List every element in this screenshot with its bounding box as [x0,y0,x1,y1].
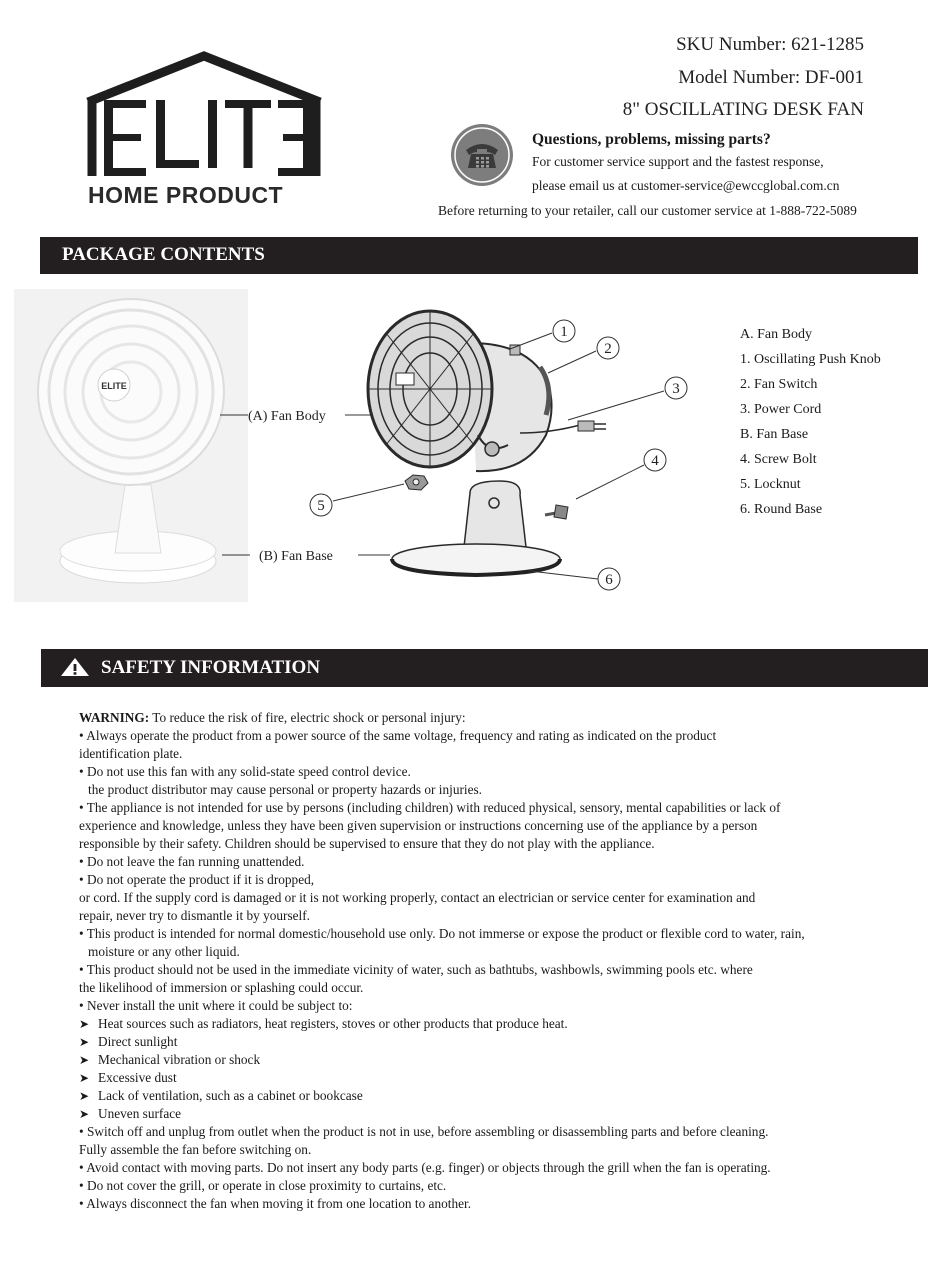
legend-item: 4. Screw Bolt [740,452,817,467]
callout-1: 1 [560,324,568,340]
package-contents-banner [40,237,918,274]
warning-label: WARNING: [79,710,150,725]
arrow-bullet-icon: ➤ [79,1017,90,1031]
warning-text: To reduce the risk of fire, electric shock or personal injury: [149,710,466,725]
svg-text:ELITE: ELITE [101,381,127,391]
safety-line: • This product should not be used in the immediate vicinity of water, such as bathtubs, washbowls, swimming pools etc. where [79,962,753,977]
safety-line: the product distributor may cause personal or property hazards or injuries. [88,782,482,797]
safety-line: • Always operate the product from a power source of the same voltage, frequency and rating as indicated on the product [79,728,717,743]
safety-line: the likelihood of immersion or splashing could occur. [79,980,364,995]
legend-item: 1. Oscillating Push Knob [740,352,881,367]
label-fan-base: (B) Fan Base [259,549,333,564]
subject-to-text: Direct sunlight [98,1034,178,1049]
legend-item: B. Fan Base [740,427,809,442]
safety-line: Fully assemble the fan before switching on. [79,1142,312,1157]
safety-line: • Avoid contact with moving parts. Do not insert any body parts (e.g. finger) or objects through the grill when the fan is operating. [79,1160,771,1175]
arrow-bullet-icon: ➤ [79,1089,90,1103]
return-note: Before returning to your retailer, call our customer service at 1-888-722-5089 [438,203,857,218]
arrow-bullet-icon: ➤ [79,1107,90,1121]
support-line-1: For customer service support and the fastest response, [532,154,824,169]
arrow-bullet-icon: ➤ [79,1071,90,1085]
safety-line: • Do not cover the grill, or operate in close proximity to curtains, etc. [79,1178,447,1193]
safety-line: repair, never try to dismantle it by yourself. [79,908,310,923]
support-line-2: please email us at customer-service@ewccglobal.com.cn [532,178,840,193]
brand-logo [84,50,324,215]
subject-to-item [79,1069,899,1087]
subject-to-item [79,1087,899,1105]
phone-icon [451,124,513,186]
safety-line: • Never install the unit where it could be subject to: [79,998,353,1013]
callout-4: 4 [651,453,659,469]
safety-line: responsible by their safety. Children should be supervised to ensure that they do not play with the appliance. [79,836,655,851]
safety-line: • The appliance is not intended for use by persons (including children) with reduced physical, sensory, mental capabilities or lack of [79,800,781,815]
arrow-bullet-icon: ➤ [79,1053,90,1067]
product-title: 8" OSCILLATING DESK FAN [622,99,864,120]
safety-line: or cord. If the supply cord is damaged or it is not working properly, contact an electrician or service center for examination and [79,890,756,905]
safety-line: experience and knowledge, unless they have been given supervision or instructions concerning use of the appliance by a person [79,818,758,833]
safety-information-title: SAFETY INFORMATION [101,657,321,678]
warning-line [79,709,899,727]
subject-to-item [79,1105,899,1123]
callout-5: 5 [317,498,325,514]
fan-line-drawing [368,311,606,575]
safety-line: • Switch off and unplug from outlet when the product is not in use, before assembling or disassembling parts and before cleaning. [79,1124,769,1139]
callout-2: 2 [604,341,612,357]
arrow-bullet-icon: ➤ [79,1035,90,1049]
subject-to-item [79,1015,899,1033]
package-contents-title: PACKAGE CONTENTS [62,244,265,265]
legend-item: A. Fan Body [740,327,812,342]
safety-line: • Do not leave the fan running unattended. [79,854,305,869]
safety-text [79,709,899,1213]
safety-line: moisture or any other liquid. [88,944,240,959]
legend-item: 2. Fan Switch [740,377,818,392]
safety-line: • Do not use this fan with any solid-state speed control device. [79,764,411,779]
callout-6: 6 [605,572,613,588]
legend-item: 5. Locknut [740,477,801,492]
support-heading: Questions, problems, missing parts? [532,131,771,148]
subject-to-text: Uneven surface [98,1106,182,1121]
subject-to-item [79,1051,899,1069]
subject-to-text: Heat sources such as radiators, heat registers, stoves or other products that produce heat. [98,1016,568,1031]
subject-to-text: Lack of ventilation, such as a cabinet or bookcase [98,1088,363,1103]
model-number: Model Number: DF-001 [678,67,864,88]
brand-subtitle: HOME PRODUCT [88,182,284,208]
safety-line: • This product is intended for normal domestic/household use only. Do not immerse or expose the product or flexible cord to water, rain, [79,926,805,941]
subject-to-item [79,1033,899,1051]
legend-item: 6. Round Base [740,502,823,517]
subject-to-text: Excessive dust [98,1070,177,1085]
label-fan-body: (A) Fan Body [248,409,326,424]
legend-item: 3. Power Cord [740,402,822,417]
safety-information-banner [41,649,928,687]
sku-number: SKU Number: 621-1285 [676,34,864,55]
subject-to-text: Mechanical vibration or shock [98,1052,261,1067]
logo-graphic [84,50,324,180]
safety-line: • Do not operate the product if it is dropped, [79,872,315,887]
warning-icon [60,657,90,677]
callout-3: 3 [672,381,680,397]
safety-line: • Always disconnect the fan when moving it from one location to another. [79,1196,472,1211]
safety-line: identification plate. [79,746,183,761]
parts-legend [740,326,881,526]
